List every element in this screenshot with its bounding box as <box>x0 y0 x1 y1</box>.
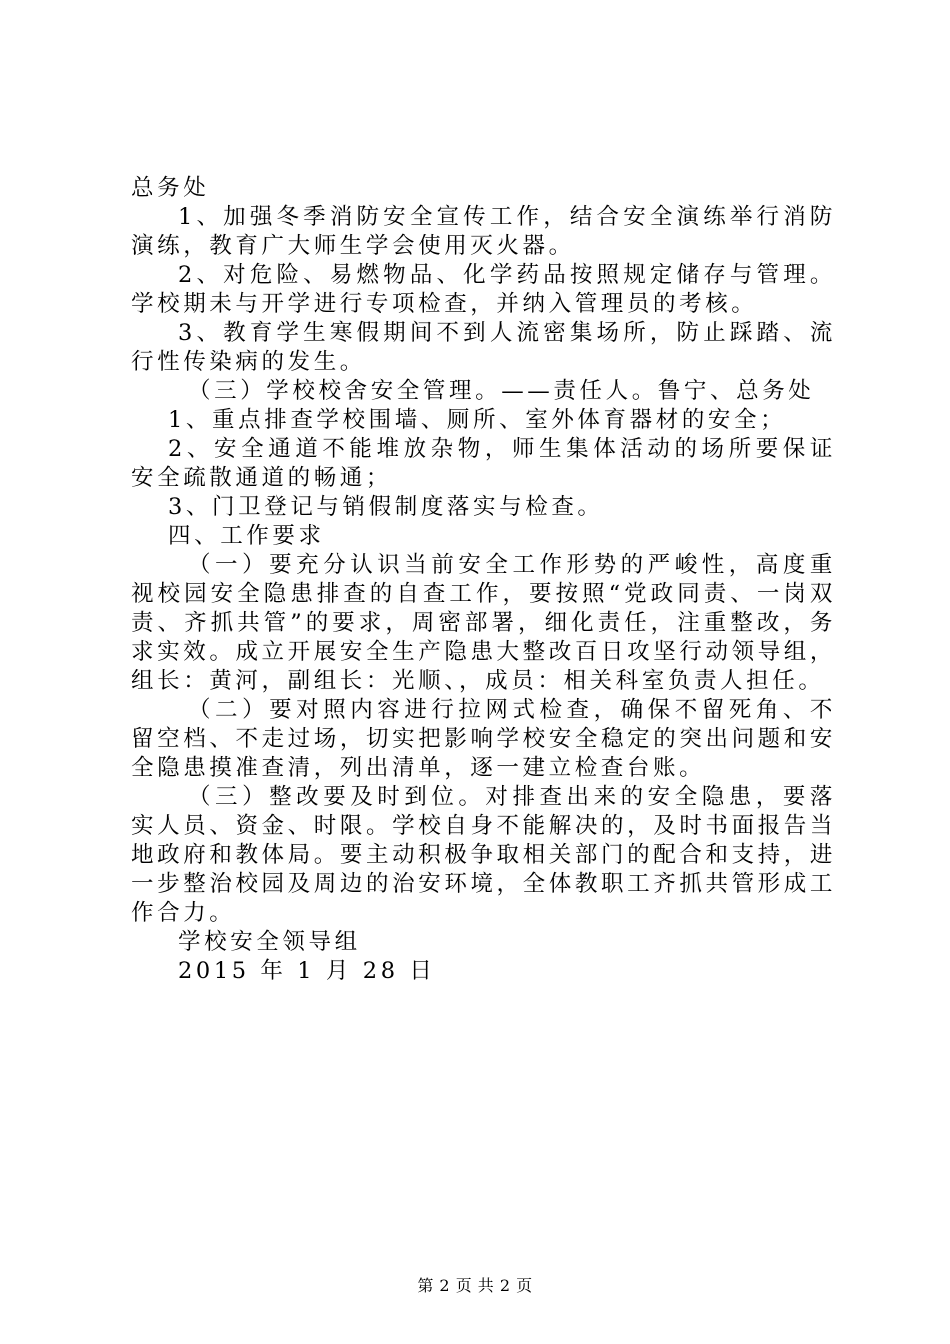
requirement-paragraph-2: （二）要对照内容进行拉网式检查，确保不留死角、不留空档、不走过场，切实把影响学校安全稳定的突出问题和安全隐患摸准查清，列出清单，逐一建立检查台账。 <box>131 697 836 781</box>
paragraph-item-3: 3、教育学生寒假期间不到人流密集场所，防止踩踏、流行性传染病的发生。 <box>131 320 836 375</box>
paragraph-item-4: 1、重点排查学校围墙、厕所、室外体育器材的安全； <box>168 407 787 433</box>
requirement-paragraph-3: （三）整改要及时到位。对排查出来的安全隐患，要落实人员、资金、时限。学校自身不能解决的，及时书面报告当地政府和教体局。要主动积极争取相关部门的配合和支持，进一步整治校园及周边的治安环境，全体教职工齐抓共管形成工作合力。 <box>131 784 836 926</box>
paragraph-item-1: 1、加强冬季消防安全宣传工作，结合安全演练举行消防演练，教育广大师生学会使用灭火器。 <box>131 204 836 259</box>
page-footer: 第 2 页 共 2 页 <box>417 1276 533 1295</box>
paragraph-item-6: 3、门卫登记与销假制度落实与检查。 <box>168 494 604 520</box>
paragraph-item-5: 2、安全通道不能堆放杂物，师生集体活动的场所要保证安全疏散通道的畅通； <box>131 436 836 491</box>
subsection-heading-3: （三）学校校舍安全管理。——责任人。鲁宁、总务处 <box>188 378 815 404</box>
section-heading: 总务处 <box>131 175 210 201</box>
signature-org: 学校安全领导组 <box>178 929 361 955</box>
requirement-paragraph-1: （一）要充分认识当前安全工作形势的严峻性，高度重视校园安全隐患排查的自查工作，要按照“党政同责、一岗双责、齐抓共管”的要求，周密部署，细化责任，注重整改，务求实效。成立开展安全生产隐患大整改百日攻坚行动领导组，组长：黄河，副组长：光顺、，成员：相关科室负责人担任。 <box>131 552 836 694</box>
signature-date: 2015 年 1 月 28 日 <box>178 958 436 984</box>
section-heading-requirements: 四、工作要求 <box>168 523 325 549</box>
paragraph-item-2: 2、对危险、易燃物品、化学药品按照规定储存与管理。学校期未与开学进行专项检查，并纳入管理员的考核。 <box>131 262 836 317</box>
document-body <box>131 174 836 986</box>
